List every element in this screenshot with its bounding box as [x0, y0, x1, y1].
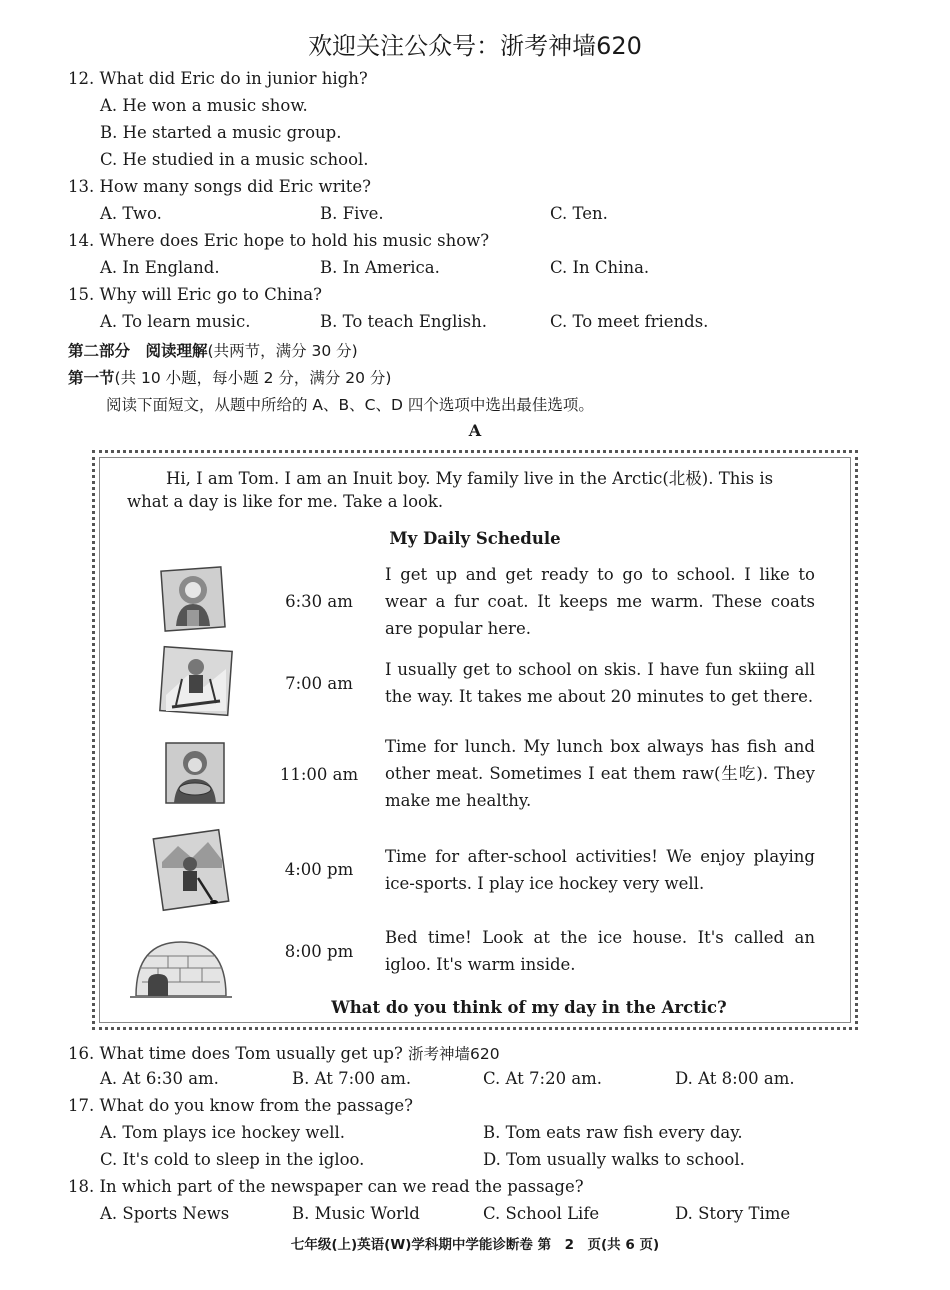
option-17c: C. It's cold to sleep in the igloo.: [100, 1150, 365, 1169]
option-12a: A. He won a music show.: [100, 96, 308, 115]
part-two-note: (共两节，满分 30 分): [207, 342, 358, 360]
igloo-icon: [128, 934, 234, 1006]
option-13b: B. Five.: [320, 204, 384, 223]
option-14a: A. In England.: [100, 258, 220, 277]
schedule-text: Bed time! Look at the ice house. It's called an igloo. It's warm inside.: [385, 928, 815, 974]
question-17: 17. What do you know from the passage?: [68, 1096, 414, 1115]
option-14c: C. In China.: [550, 258, 650, 277]
option-15a: A. To learn music.: [100, 312, 251, 331]
schedule-title: My Daily Schedule: [389, 529, 561, 548]
option-14b: B. In America.: [320, 258, 440, 277]
closing-question: What do you think of my day in the Arctic?: [331, 998, 727, 1017]
hockey-player-icon: [152, 828, 230, 916]
schedule-time: 4:00 pm: [284, 860, 354, 879]
schedule-text: Time for lunch. My lunch box always has fish and other meat. Sometimes I eat them raw(生吃). They make me healthy.: [385, 737, 815, 810]
schedule-time: 7:00 am: [285, 674, 353, 693]
intro-line-2: what a day is like for me. Take a look.: [127, 492, 444, 511]
question-18: 18. In which part of the newspaper can we read the passage?: [68, 1177, 584, 1196]
watermark-tag: 浙考神墙620: [408, 1045, 500, 1063]
question-14: 14. Where does Eric hope to hold his music show?: [68, 231, 490, 250]
option-16a: A. At 6:30 am.: [100, 1069, 219, 1088]
section-one-title: 第一节: [68, 369, 115, 387]
schedule-time: 8:00 pm: [284, 942, 354, 961]
question-16-stem: 16. What time does Tom usually get up?: [68, 1044, 403, 1063]
schedule-text: I usually get to school on skis. I have fun skiing all the way. It takes me about 20 minutes to get there.: [385, 660, 815, 706]
schedule-time: 11:00 am: [279, 765, 359, 784]
question-13: 13. How many songs did Eric write?: [68, 177, 372, 196]
inuit-boy-icon: [160, 566, 226, 636]
schedule-time: 6:30 am: [285, 592, 353, 611]
option-17b: B. Tom eats raw fish every day.: [483, 1123, 743, 1142]
option-13c: C. Ten.: [550, 204, 608, 223]
section-one-note: (共 10 小题，每小题 2 分，满分 20 分): [114, 369, 392, 387]
passage-label: A: [468, 421, 482, 440]
question-12: 12. What did Eric do in junior high?: [68, 69, 368, 88]
option-16c: C. At 7:20 am.: [483, 1069, 603, 1088]
section-one-heading: [68, 366, 391, 388]
option-15c: C. To meet friends.: [550, 312, 709, 331]
skiing-boy-icon: [158, 645, 234, 721]
option-17d: D. Tom usually walks to school.: [483, 1150, 745, 1169]
question-15: 15. Why will Eric go to China?: [68, 285, 322, 304]
option-18a: A. Sports News: [100, 1204, 230, 1223]
option-16d: D. At 8:00 am.: [675, 1069, 795, 1088]
schedule-text: I get up and get ready to go to school. I like to wear a fur coat. It keeps me warm. These coats are popular here.: [385, 565, 815, 638]
option-13a: A. Two.: [100, 204, 162, 223]
banner: 欢迎关注公众号：浙考神墙620: [308, 32, 642, 60]
instruction: 阅读下面短文，从题中所给的 A、B、C、D 四个选项中选出最佳选项。: [106, 396, 594, 414]
option-18b: B. Music World: [292, 1204, 420, 1223]
option-17a: A. Tom plays ice hockey well.: [100, 1123, 346, 1142]
option-12c: C. He studied in a music school.: [100, 150, 369, 169]
question-16: [68, 1042, 500, 1064]
part-two-title: 第二部分 阅读理解: [68, 342, 208, 360]
intro-line-1: Hi, I am Tom. I am an Inuit boy. My family live in the Arctic(北极). This is: [166, 469, 774, 488]
option-12b: B. He started a music group.: [100, 123, 342, 142]
option-16b: B. At 7:00 am.: [292, 1069, 412, 1088]
option-15b: B. To teach English.: [320, 312, 487, 331]
part-two-heading: [68, 339, 358, 361]
lunch-boy-icon: [164, 741, 226, 809]
option-18d: D. Story Time: [675, 1204, 791, 1223]
page-footer: 七年级(上)英语(W)学科期中学能诊断卷 第 2 页(共 6 页): [290, 1237, 660, 1253]
schedule-text: Time for after-school activities! We enjoy playing ice-sports. I play ice hockey very well.: [385, 847, 815, 893]
option-18c: C. School Life: [483, 1204, 600, 1223]
